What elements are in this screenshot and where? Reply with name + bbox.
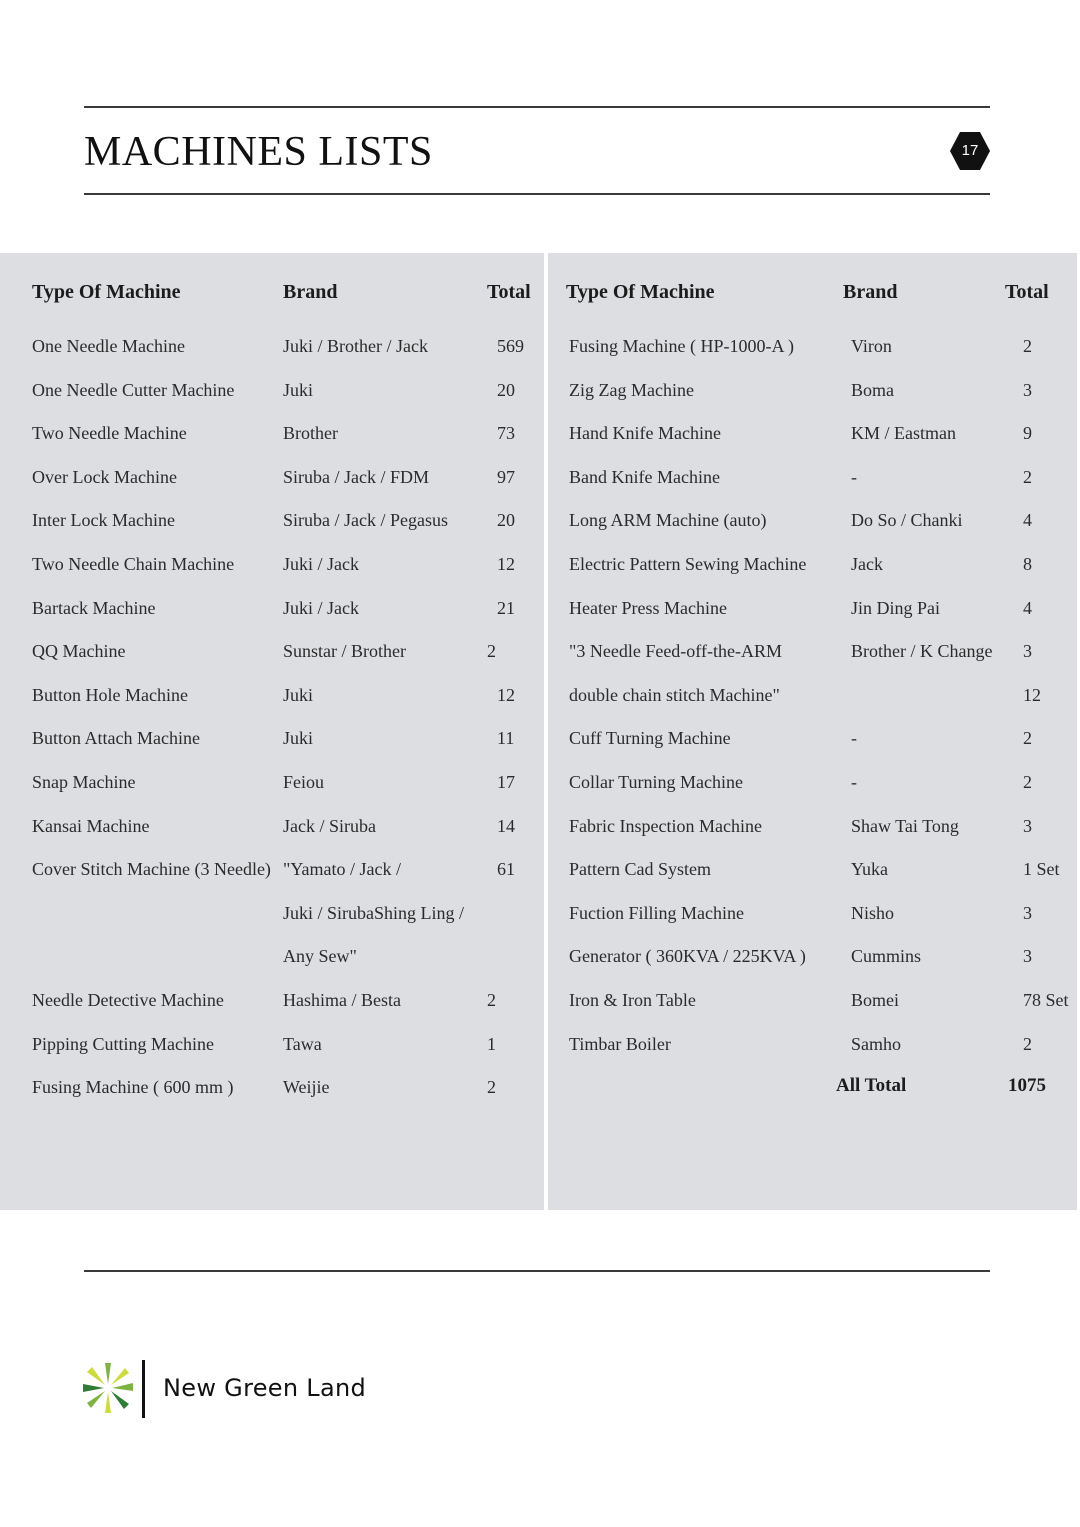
left-row-type: Needle Detective Machine bbox=[32, 990, 224, 1010]
left-row-total: 2 bbox=[487, 1077, 496, 1098]
right-row-type: Timbar Boiler bbox=[569, 1033, 671, 1054]
right-row-brand: Brother / K Change bbox=[851, 641, 993, 662]
right-row-total: 4 bbox=[1023, 510, 1032, 531]
right-row-total: 8 bbox=[1023, 554, 1032, 574]
left-row-type: Inter Lock Machine bbox=[32, 510, 175, 531]
right-row-brand: Do So / Chanki bbox=[851, 510, 963, 531]
footer-rule bbox=[84, 1270, 990, 1272]
right-row-type: Electric Pattern Sewing Machine bbox=[569, 554, 807, 574]
left-row-type: Snap Machine bbox=[32, 772, 136, 792]
company-logo bbox=[82, 1360, 134, 1416]
right-row-brand: Yuka bbox=[851, 859, 888, 880]
right-row-type: Zig Zag Machine bbox=[569, 379, 694, 400]
right-row-total: 2 bbox=[1023, 466, 1032, 487]
right-row-total: 3 bbox=[1023, 946, 1032, 967]
right-row-total: 78 Set bbox=[1023, 990, 1069, 1010]
all-total-value: 1075 bbox=[1008, 1075, 1046, 1096]
left-row-total: 11 bbox=[497, 728, 515, 749]
right-row-total: 3 bbox=[1023, 815, 1032, 836]
left-row-brand: Juki bbox=[283, 684, 314, 705]
leaf-burst-logo-icon bbox=[82, 1360, 134, 1416]
left-row-brand: Sunstar / Brother bbox=[283, 641, 406, 662]
right-row-type: Pattern Cad System bbox=[569, 859, 711, 880]
left-row-total: 569 bbox=[497, 336, 524, 356]
left-row-brand: Weijie bbox=[283, 1077, 330, 1098]
left-row-total: 20 bbox=[497, 379, 515, 400]
right-row-brand: Shaw Tai Tong bbox=[851, 815, 959, 836]
left-row-total: 20 bbox=[497, 510, 515, 531]
right-row-total: 3 bbox=[1023, 379, 1032, 400]
left-row-type: Two Needle Chain Machine bbox=[32, 554, 235, 574]
right-row-total: 3 bbox=[1023, 641, 1032, 662]
left-row-brand: Juki bbox=[283, 379, 314, 400]
right-row-brand: - bbox=[851, 728, 857, 749]
right-row-brand: Jin Ding Pai bbox=[851, 597, 941, 618]
right-header-total: Total bbox=[1005, 281, 1049, 303]
left-row-total: 21 bbox=[497, 597, 515, 618]
left-row-brand: Tawa bbox=[283, 1033, 322, 1054]
right-row-total: 9 bbox=[1023, 423, 1032, 444]
left-row-type: Pipping Cutting Machine bbox=[32, 1033, 214, 1054]
left-row-brand: Feiou bbox=[283, 772, 325, 792]
right-row-type: Fabric Inspection Machine bbox=[569, 815, 762, 836]
right-row-total: 2 bbox=[1023, 336, 1032, 356]
left-header-type: Type Of Machine bbox=[32, 281, 181, 303]
right-row-total: 2 bbox=[1023, 728, 1032, 749]
header-top-rule bbox=[84, 106, 990, 108]
left-row-total: 2 bbox=[487, 990, 496, 1010]
right-row-type: Iron & Iron Table bbox=[569, 990, 696, 1010]
right-row-type: Heater Press Machine bbox=[569, 597, 727, 618]
right-row-brand: Jack bbox=[851, 554, 883, 574]
right-row-type: double chain stitch Machine" bbox=[569, 684, 780, 705]
left-row-type: Bartack Machine bbox=[32, 597, 156, 618]
right-row-brand: Viron bbox=[851, 336, 892, 356]
left-row-type: Two Needle Machine bbox=[32, 423, 187, 444]
left-row-brand: Juki bbox=[283, 728, 314, 749]
left-row-total: 12 bbox=[497, 684, 515, 705]
left-row-brand: Juki / SirubaShing Ling / bbox=[283, 902, 465, 923]
right-row-type: Generator ( 360KVA / 225KVA ) bbox=[569, 946, 806, 967]
left-row-type: Button Hole Machine bbox=[32, 684, 188, 705]
right-row-type: Fusing Machine ( HP-1000-A ) bbox=[569, 336, 794, 356]
left-row-brand: Brother bbox=[283, 423, 338, 444]
left-row-brand: Jack / Siruba bbox=[283, 815, 376, 836]
left-row-type: Cover Stitch Machine (3 Needle) bbox=[32, 859, 271, 880]
right-row-type: Cuff Turning Machine bbox=[569, 728, 731, 749]
right-row-brand: - bbox=[851, 466, 857, 487]
right-row-type: Long ARM Machine (auto) bbox=[569, 510, 767, 531]
page-title: MACHINES LISTS bbox=[84, 129, 433, 175]
right-row-type: Collar Turning Machine bbox=[569, 772, 743, 792]
right-row-type: Fuction Filling Machine bbox=[569, 902, 744, 923]
left-row-brand: "Yamato / Jack / bbox=[283, 859, 402, 880]
right-row-total: 4 bbox=[1023, 597, 1032, 618]
left-row-type: Over Lock Machine bbox=[32, 466, 177, 487]
left-row-type: One Needle Cutter Machine bbox=[32, 379, 235, 400]
right-row-type: "3 Needle Feed-off-the-ARM bbox=[569, 641, 782, 662]
left-row-total: 14 bbox=[497, 815, 515, 836]
right-row-brand: Boma bbox=[851, 379, 894, 400]
right-row-total: 2 bbox=[1023, 772, 1032, 792]
title-bottom-rule bbox=[84, 193, 990, 195]
logo-divider bbox=[142, 1360, 145, 1418]
right-row-total: 1 Set bbox=[1023, 859, 1060, 880]
right-row-type: Band Knife Machine bbox=[569, 466, 720, 487]
left-row-brand: Juki / Jack bbox=[283, 597, 359, 618]
left-row-brand: Juki / Jack bbox=[283, 554, 359, 574]
left-row-total: 17 bbox=[497, 772, 515, 792]
left-row-total: 97 bbox=[497, 466, 515, 487]
left-header-brand: Brand bbox=[283, 281, 338, 303]
left-row-total: 12 bbox=[497, 554, 515, 574]
page-number-badge bbox=[949, 131, 991, 171]
right-row-total: 12 bbox=[1023, 684, 1041, 705]
left-row-total: 61 bbox=[497, 859, 515, 880]
left-row-brand: Hashima / Besta bbox=[283, 990, 401, 1010]
right-row-brand: Samho bbox=[851, 1033, 902, 1054]
left-row-total: 1 bbox=[487, 1033, 496, 1054]
left-row-brand: Any Sew" bbox=[283, 946, 357, 967]
right-row-brand: Nisho bbox=[851, 902, 895, 923]
left-row-brand: Siruba / Jack / FDM bbox=[283, 466, 429, 487]
left-row-brand: Juki / Brother / Jack bbox=[283, 336, 428, 356]
left-row-total: 73 bbox=[497, 423, 515, 444]
right-row-brand: Bomei bbox=[851, 990, 899, 1010]
left-header-total: Total bbox=[487, 281, 531, 303]
left-row-type: One Needle Machine bbox=[32, 336, 185, 356]
left-row-type: Kansai Machine bbox=[32, 815, 150, 836]
right-row-total: 2 bbox=[1023, 1033, 1032, 1054]
left-row-type: Fusing Machine ( 600 mm ) bbox=[32, 1077, 234, 1098]
left-row-type: Button Attach Machine bbox=[32, 728, 200, 749]
page-number: 17 bbox=[961, 142, 979, 159]
right-row-brand: KM / Eastman bbox=[851, 423, 956, 444]
left-row-type: QQ Machine bbox=[32, 641, 126, 662]
all-total-label: All Total bbox=[836, 1075, 907, 1096]
right-row-brand: Cummins bbox=[851, 946, 922, 967]
left-row-brand: Siruba / Jack / Pegasus bbox=[283, 510, 448, 531]
left-row-total: 2 bbox=[487, 641, 496, 662]
right-header-type: Type Of Machine bbox=[566, 281, 715, 303]
right-row-brand: - bbox=[851, 772, 857, 792]
right-row-type: Hand Knife Machine bbox=[569, 423, 721, 444]
right-header-brand: Brand bbox=[843, 281, 898, 303]
company-name: New Green Land bbox=[163, 1374, 367, 1402]
right-row-total: 3 bbox=[1023, 902, 1032, 923]
